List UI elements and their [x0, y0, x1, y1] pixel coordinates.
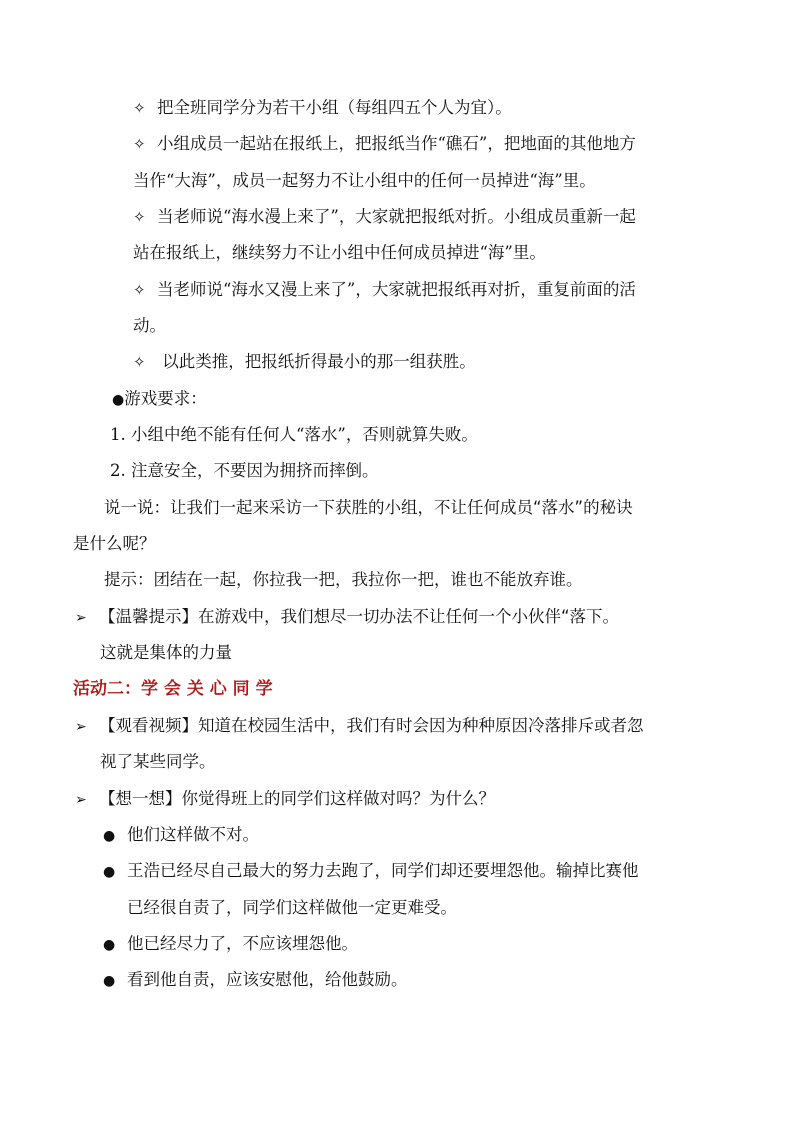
bullet-icon: ●: [112, 392, 125, 408]
step-line-4: [133, 279, 636, 301]
step-line-5: [133, 351, 476, 373]
answer-2-cont: [127, 897, 457, 919]
heading-text: 活动二：学 会 关 心 同 学: [73, 679, 273, 699]
arrow-icon: ➢: [75, 610, 87, 626]
step-line-4-cont: [133, 315, 166, 337]
requirements-heading: [112, 388, 207, 411]
requirement-1: [110, 424, 478, 446]
warm-tip-text: 【温馨提示】在游戏中，我们想尽一切办法不让任何一个小伙伴“落下。: [99, 607, 620, 626]
hint-text: 提示：团结在一起，你拉我一把，我拉你一把，谁也不能放弃谁。: [104, 570, 583, 589]
answer-3: [103, 933, 358, 956]
activity-two-heading: [73, 678, 273, 700]
warm-tip-line: [75, 606, 619, 629]
hint-line: [104, 569, 583, 591]
step-text: 当作“大海”，成员一起努力不让小组中的任何一员掉进“海”里。: [133, 171, 596, 190]
diamond-icon: ✧: [133, 281, 146, 299]
answer-text: 已经很自责了，同学们这样做他一定更难受。: [127, 898, 457, 917]
answer-text: 他们这样做不对。: [127, 825, 259, 844]
step-text: 当老师说“海水漫上来了”，大家就把报纸对折。小组成员重新一起: [157, 207, 636, 226]
requirement-text: 2. 注意安全，不要因为拥挤而摔倒。: [110, 461, 379, 480]
discussion-text: 说一说：让我们一起来采访一下获胜的小组，不让任何成员“落水”的秘诀: [104, 498, 633, 517]
think-line: [75, 788, 495, 811]
diamond-icon: ✧: [133, 135, 146, 153]
warm-tip-cont: [100, 642, 232, 664]
requirement-2: [110, 460, 379, 482]
think-text: 【想一想】你觉得班上的同学们这样做对吗？为什么？: [99, 789, 495, 808]
step-text: 小组成员一起站在报纸上，把报纸当作“礁石”，把地面的其他地方: [157, 134, 636, 153]
discussion-line-1: [104, 497, 633, 519]
bullet-icon: ●: [103, 864, 116, 880]
requirements-label: 游戏要求：: [124, 389, 207, 408]
discussion-text: 是什么呢？: [73, 534, 156, 553]
answer-text: 王浩已经尽自己最大的努力去跑了，同学们却还要埋怨他。输掉比赛他: [127, 861, 639, 880]
video-line-cont: [100, 751, 216, 773]
answer-1: [103, 824, 259, 847]
bullet-icon: ●: [103, 973, 116, 989]
bullet-icon: ●: [103, 828, 116, 844]
step-text: 动。: [133, 316, 166, 335]
answer-text: 他已经尽力了，不应该埋怨他。: [127, 934, 358, 953]
step-text: 站在报纸上，继续努力不让小组中任何成员掉进“海”里。: [133, 243, 546, 262]
step-line-1: [133, 97, 512, 119]
diamond-icon: ✧: [133, 353, 146, 371]
arrow-icon: ➢: [75, 719, 87, 735]
arrow-icon: ➢: [75, 792, 87, 808]
answer-2: [103, 860, 639, 883]
bullet-icon: ●: [103, 937, 116, 953]
diamond-icon: ✧: [133, 99, 146, 117]
warm-tip-text: 这就是集体的力量: [100, 643, 232, 662]
requirement-text: 1. 小组中绝不能有任何人“落水”，否则就算失败。: [110, 425, 478, 444]
step-line-3-cont: [133, 242, 546, 264]
answer-text: 看到他自责，应该安慰他，给他鼓励。: [127, 970, 408, 989]
step-line-3: [133, 206, 636, 228]
discussion-line-2: [73, 533, 156, 555]
step-text: 把全班同学分为若干小组（每组四五个人为宜）。: [157, 98, 512, 117]
step-text: 以此类推，把报纸折得最小的那一组获胜。: [157, 352, 476, 371]
video-line: [75, 715, 644, 738]
video-text: 【观看视频】知道在校园生活中，我们有时会因为种种原因冷落排斥或者忽: [99, 716, 644, 735]
step-line-2-cont: [133, 170, 596, 192]
step-line-2: [133, 133, 636, 155]
step-text: 当老师说“海水又漫上来了”，大家就把报纸再对折，重复前面的活: [157, 280, 636, 299]
video-text: 视了某些同学。: [100, 752, 216, 771]
diamond-icon: ✧: [133, 208, 146, 226]
answer-4: [103, 969, 408, 992]
